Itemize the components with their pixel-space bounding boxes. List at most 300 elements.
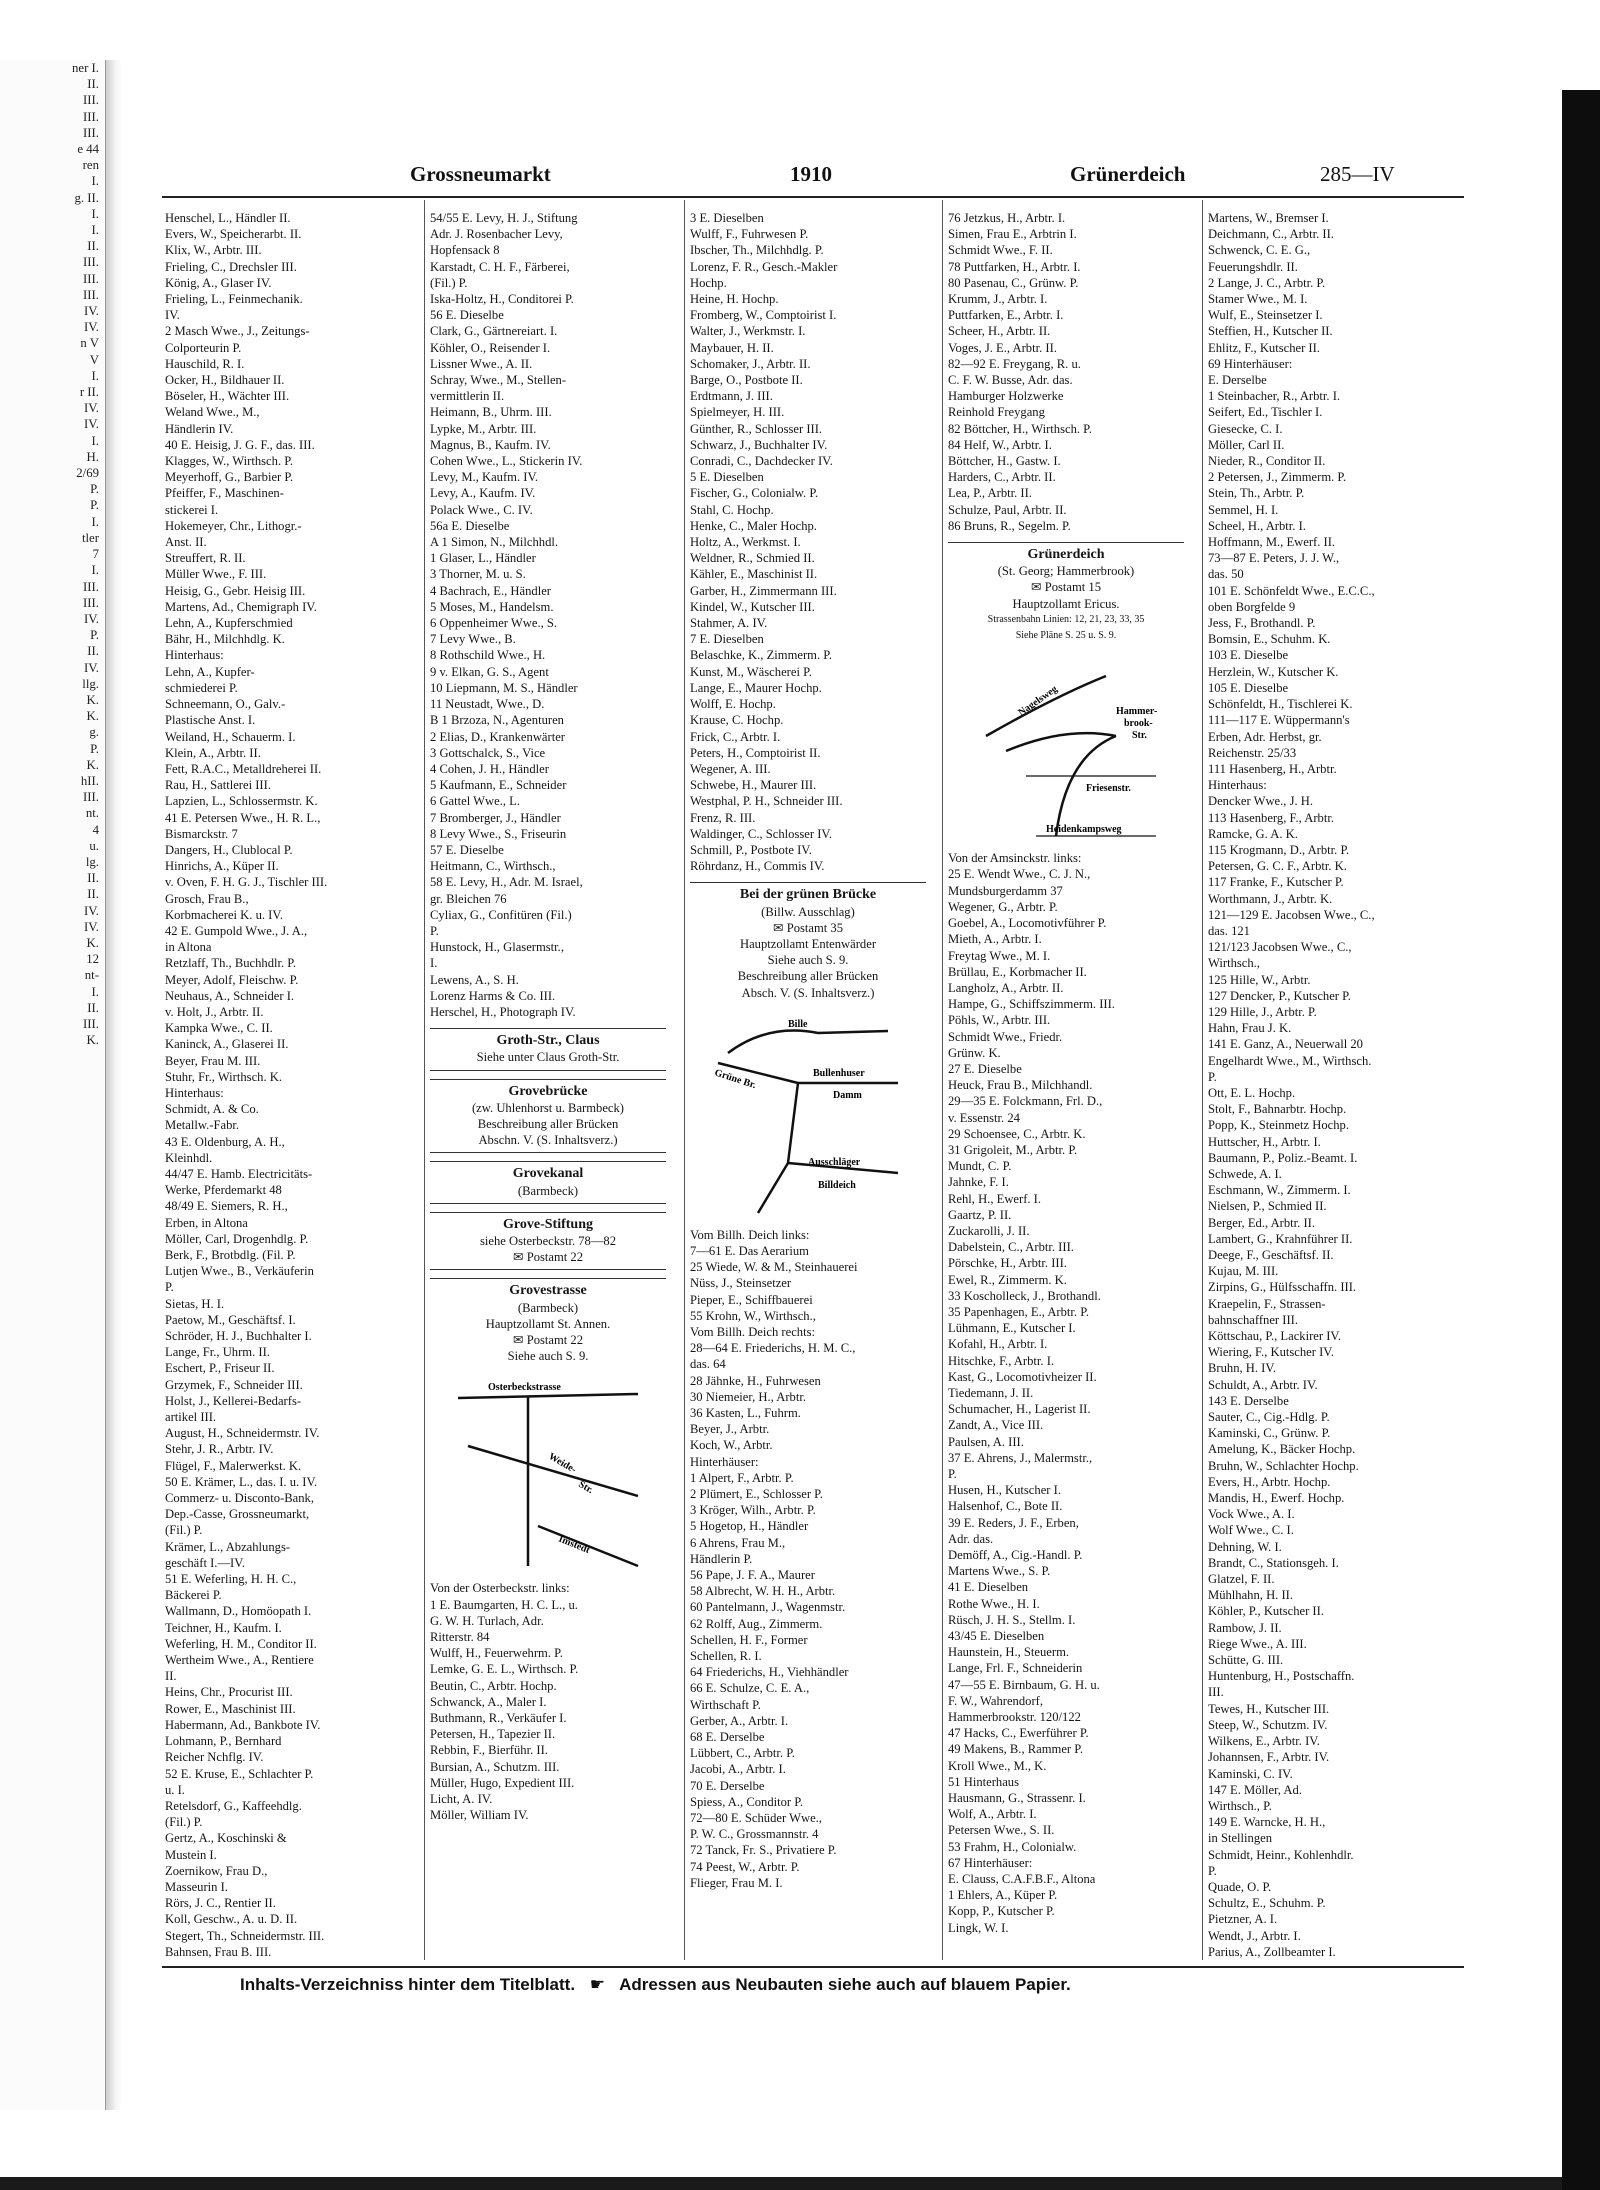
directory-entry: 43 E. Oldenburg, A. H.,	[165, 1134, 401, 1150]
directory-entry: Wulff, F., Fuhrwesen P.	[690, 226, 926, 242]
directory-entry: Zandt, A., Vice III.	[948, 1417, 1184, 1433]
directory-entry: 78 Puttfarken, H., Arbtr. I.	[948, 259, 1184, 275]
directory-entry: gr. Bleichen 76	[430, 891, 666, 907]
street-name: Grove-Stiftung	[430, 1217, 666, 1233]
fragment-line: I.	[0, 206, 105, 222]
directory-entry: Pietzner, A. I.	[1208, 1911, 1444, 1927]
directory-entry: 52 E. Kruse, E., Schlachter P.	[165, 1766, 401, 1782]
directory-entry: Johannsen, F., Arbtr. IV.	[1208, 1749, 1444, 1765]
directory-entry: 111 Hasenberg, H., Arbtr.	[1208, 761, 1444, 777]
directory-entry: Heins, Chr., Procurist III.	[165, 1684, 401, 1700]
directory-entry: Mustein I.	[165, 1847, 401, 1863]
directory-entry: 40 E. Heisig, J. G. F., das. III.	[165, 437, 401, 453]
fragment-line: IV.	[0, 611, 105, 627]
directory-entry: August, H., Schneidermstr. IV.	[165, 1425, 401, 1441]
directory-entry: Holst, J., Kellerei-Bedarfs-	[165, 1393, 401, 1409]
directory-entry: Petersen, G. C. F., Arbtr. K.	[1208, 858, 1444, 874]
directory-entry: 11 Neustadt, Wwe., D.	[430, 696, 666, 712]
directory-entry: Koll, Geschw., A. u. D. II.	[165, 1911, 401, 1927]
header-street-to: Grünerdeich	[1070, 162, 1186, 187]
directory-entry: Anst. II.	[165, 534, 401, 550]
directory-entry: Retzlaff, Th., Buchhdlr. P.	[165, 955, 401, 971]
directory-entry: Schumacher, H., Lagerist II.	[948, 1401, 1184, 1417]
directory-entry: 8 Rothschild Wwe., H.	[430, 647, 666, 663]
fragment-line: P.	[0, 627, 105, 643]
directory-entry: Semmel, H. I.	[1208, 502, 1444, 518]
directory-entry: Korbmacherei K. u. IV.	[165, 907, 401, 923]
street-name: Grünerdeich	[948, 547, 1184, 563]
directory-entry: Kindel, W., Kutscher III.	[690, 599, 926, 615]
directory-entry: Huttscher, H., Arbtr. I.	[1208, 1134, 1444, 1150]
directory-entry: Händlerin IV.	[165, 421, 401, 437]
directory-entry: Ehlitz, F., Kutscher II.	[1208, 340, 1444, 356]
directory-entry: Schulze, Paul, Arbtr. II.	[948, 502, 1184, 518]
directory-entry: F. W., Wahrendorf,	[948, 1693, 1184, 1709]
directory-entry: Hopfensack 8	[430, 242, 666, 258]
fragment-line: K.	[0, 1032, 105, 1048]
directory-entry: geschäft I.—IV.	[165, 1555, 401, 1571]
directory-entry: Köhler, O., Reisender I.	[430, 340, 666, 356]
directory-entry: Rower, E., Maschinist III.	[165, 1701, 401, 1717]
footer-neubauten-note: Adressen aus Neubauten siehe auch auf blauem Papier.	[619, 1975, 1071, 1994]
directory-entry: 103 E. Dieselbe	[1208, 647, 1444, 663]
directory-entry: das. 50	[1208, 566, 1444, 582]
directory-entry: 147 E. Möller, Ad.	[1208, 1782, 1444, 1798]
postamt-note: ✉ Postamt 22	[430, 1249, 666, 1265]
directory-entry: Bruhn, W., Schlachter Hochp.	[1208, 1458, 1444, 1474]
directory-entry: Wiering, F., Kutscher IV.	[1208, 1344, 1444, 1360]
directory-entry: vermittlerin II.	[430, 388, 666, 404]
directory-entry: Zirpins, G., Hülfsschaffn. III.	[1208, 1279, 1444, 1295]
fragment-line: 12	[0, 951, 105, 967]
directory-entry: B 1 Brzoza, N., Agenturen	[430, 712, 666, 728]
directory-entry: Lemke, G. E. L., Wirthsch. P.	[430, 1661, 666, 1677]
directory-entry: 42 E. Gumpold Wwe., J. A.,	[165, 923, 401, 939]
directory-entry: 66 E. Schulze, C. E. A.,	[690, 1680, 926, 1696]
directory-entry: Lewens, A., S. H.	[430, 972, 666, 988]
directory-entry: Hahn, Frau J. K.	[1208, 1020, 1444, 1036]
directory-entry: Kleinhdl.	[165, 1150, 401, 1166]
map-label: Osterbeckstrasse	[488, 1382, 561, 1393]
fragment-line: IV.	[0, 660, 105, 676]
directory-entry: 68 E. Derselbe	[690, 1729, 926, 1745]
street-note: (Billw. Ausschlag)	[690, 904, 926, 920]
fragment-line: IV.	[0, 903, 105, 919]
directory-entry: Kaminski, C. IV.	[1208, 1766, 1444, 1782]
fragment-line: g.	[0, 724, 105, 740]
fragment-line: IV.	[0, 319, 105, 335]
fragment-line: P.	[0, 481, 105, 497]
directory-entry: 105 E. Dieselbe	[1208, 680, 1444, 696]
directory-entry: in Stellingen	[1208, 1830, 1444, 1846]
directory-entry: Kampka Wwe., C. II.	[165, 1020, 401, 1036]
fragment-line: K.	[0, 757, 105, 773]
directory-entry: 48/49 E. Siemers, R. H.,	[165, 1198, 401, 1214]
directory-entry: 4 Bachrach, E., Händler	[430, 583, 666, 599]
directory-entry: 86 Bruns, R., Segelm. P.	[948, 518, 1184, 534]
directory-entry: 101 E. Schönfeldt Wwe., E.C.C.,	[1208, 583, 1444, 599]
directory-entry: Stahl, C. Hochp.	[690, 502, 926, 518]
street-note: Siehe auch S. 9.	[430, 1348, 666, 1364]
fragment-line: II.	[0, 870, 105, 886]
directory-entry: 115 Krogmann, D., Arbtr. P.	[1208, 842, 1444, 858]
street-note: Strassenbahn Linien: 12, 21, 23, 33, 35	[948, 612, 1184, 628]
directory-entry: 5 Hogetop, H., Händler	[690, 1518, 926, 1534]
directory-entry: Neuhaus, A., Schneider I.	[165, 988, 401, 1004]
directory-entry: stickerei I.	[165, 502, 401, 518]
directory-entry: Ewel, R., Zimmerm. K.	[948, 1272, 1184, 1288]
directory-entry: Gertz, A., Koschinski &	[165, 1830, 401, 1846]
directory-entry: Popp, K., Steinmetz Hochp.	[1208, 1117, 1444, 1133]
directory-entry: 149 E. Warncke, H. H.,	[1208, 1814, 1444, 1830]
header-year: 1910	[790, 162, 832, 187]
fragment-line: ren	[0, 157, 105, 173]
map-label: Imstedt	[557, 1534, 592, 1557]
directory-entry: 76 Jetzkus, H., Arbtr. I.	[948, 210, 1184, 226]
street-note: (Barmbeck)	[430, 1300, 666, 1316]
directory-entry: Dabelstein, C., Arbtr. III.	[948, 1239, 1184, 1255]
directory-entry: Pörschke, H., Arbtr. III.	[948, 1255, 1184, 1271]
directory-entry: Walter, J., Werkmstr. I.	[690, 323, 926, 339]
fragment-line: II.	[0, 238, 105, 254]
directory-entry: Harders, C., Arbtr. II.	[948, 469, 1184, 485]
directory-entry: Vock Wwe., A. I.	[1208, 1506, 1444, 1522]
directory-entry: Parius, A., Zollbeamter I.	[1208, 1944, 1444, 1960]
directory-entry: Martens, W., Bremser I.	[1208, 210, 1444, 226]
directory-entry: Rüsch, J. H. S., Stellm. I.	[948, 1612, 1184, 1628]
directory-entry: Hinterhaus:	[165, 1085, 401, 1101]
directory-entry: Magnus, B., Kaufm. IV.	[430, 437, 666, 453]
directory-entry: 28—64 E. Friederichs, H. M. C.,	[690, 1340, 926, 1356]
directory-entry: E. Clauss, C.A.F.B.F., Altona	[948, 1871, 1184, 1887]
fragment-line: I.	[0, 433, 105, 449]
directory-entry: Stegert, Th., Schneidermstr. III.	[165, 1928, 401, 1944]
directory-entry: Polack Wwe., C. IV.	[430, 502, 666, 518]
map-label: Damm	[833, 1090, 863, 1101]
directory-entry: Berger, Ed., Arbtr. II.	[1208, 1215, 1444, 1231]
directory-entry: Worthmann, J., Arbtr. K.	[1208, 891, 1444, 907]
directory-entry: oben Borgfelde 9	[1208, 599, 1444, 615]
directory-entry: Paetow, M., Geschäftsf. I.	[165, 1312, 401, 1328]
directory-entry: Wertheim Wwe., A., Rentiere	[165, 1652, 401, 1668]
directory-entry: Paulsen, A. III.	[948, 1434, 1184, 1450]
directory-entry: 56 Pape, J. F. A., Maurer	[690, 1567, 926, 1583]
directory-entry: Weferling, H. M., Conditor II.	[165, 1636, 401, 1652]
directory-entry: v. Holt, J., Arbtr. II.	[165, 1004, 401, 1020]
directory-entry: Von der Osterbeckstr. links:	[430, 1580, 666, 1596]
directory-entry: 80 Pasenau, C., Grünw. P.	[948, 275, 1184, 291]
directory-entry: Martens, Ad., Chemigraph IV.	[165, 599, 401, 615]
directory-entry: Masseurin I.	[165, 1879, 401, 1895]
fragment-line: IV.	[0, 919, 105, 935]
directory-entry: Halsenhof, C., Bote II.	[948, 1498, 1184, 1514]
directory-entry: Bursian, A., Schutzm. III.	[430, 1759, 666, 1775]
map-label: Nagelsweg	[1016, 684, 1059, 719]
directory-entry: Lange, E., Maurer Hochp.	[690, 680, 926, 696]
directory-entry: Lambert, G., Krahnführer II.	[1208, 1231, 1444, 1247]
directory-entry: 6 Gattel Wwe., L.	[430, 793, 666, 809]
directory-entry: Commerz- u. Disconto-Bank,	[165, 1490, 401, 1506]
directory-entry: Schwebe, H., Maurer III.	[690, 777, 926, 793]
directory-entry: 29 Schoensee, C., Arbtr. K.	[948, 1126, 1184, 1142]
directory-entry: 43/45 E. Dieselben	[948, 1628, 1184, 1644]
directory-entry: 36 Kasten, L., Fuhrm.	[690, 1405, 926, 1421]
directory-entry: Krause, C. Hochp.	[690, 712, 926, 728]
directory-entry: Feuerungshdlr. II.	[1208, 259, 1444, 275]
directory-entry: Bruhn, H. IV.	[1208, 1360, 1444, 1376]
directory-entry: Pöhls, W., Arbtr. III.	[948, 1012, 1184, 1028]
directory-entry: Bähr, H., Milchhdlg. K.	[165, 631, 401, 647]
directory-entry: Wolf, A., Arbtr. I.	[948, 1806, 1184, 1822]
directory-entry: 8 Levy Wwe., S., Friseurin	[430, 826, 666, 842]
directory-entry: Mieth, A., Arbtr. I.	[948, 931, 1184, 947]
directory-entry: Hausmann, G., Strassenr. I.	[948, 1790, 1184, 1806]
directory-entry: 74 Peest, W., Arbtr. P.	[690, 1859, 926, 1875]
directory-entry: Rehl, H., Ewerf. I.	[948, 1191, 1184, 1207]
fragment-line: III.	[0, 109, 105, 125]
fragment-line: II.	[0, 886, 105, 902]
directory-entry: 47—55 E. Birnbaum, G. H. u.	[948, 1677, 1184, 1693]
street-note: (St. Georg; Hammerbrook)	[948, 563, 1184, 579]
directory-entry: Wallmann, D., Homöopath I.	[165, 1603, 401, 1619]
directory-entry: Simen, Frau E., Arbtrin I.	[948, 226, 1184, 242]
directory-entry: Garber, H., Zimmermann III.	[690, 583, 926, 599]
directory-entry: Bahnsen, Frau B. III.	[165, 1944, 401, 1960]
directory-entry: Meyer, Adolf, Fleischw. P.	[165, 972, 401, 988]
directory-entry: Adr. das.	[948, 1531, 1184, 1547]
directory-entry: 30 Niemeier, H., Arbtr.	[690, 1389, 926, 1405]
directory-entry: Dangers, H., Clublocal P.	[165, 842, 401, 858]
directory-entry: 37 E. Ahrens, J., Malermstr.,	[948, 1450, 1184, 1466]
directory-entry: 127 Dencker, P., Kutscher P.	[1208, 988, 1444, 1004]
directory-entry: Röhrdanz, H., Commis IV.	[690, 858, 926, 874]
fragment-line: e 44	[0, 141, 105, 157]
directory-entry: Haunstein, H., Steuerm.	[948, 1644, 1184, 1660]
directory-entry: 41 E. Petersen Wwe., H. R. L.,	[165, 810, 401, 826]
directory-entry: (Fil.) P.	[430, 275, 666, 291]
street-heading-grovebruecke	[430, 1079, 666, 1154]
directory-entry: Herschel, H., Photograph IV.	[430, 1004, 666, 1020]
fragment-line: II.	[0, 76, 105, 92]
directory-entry: Lübbert, C., Arbtr. P.	[690, 1745, 926, 1761]
directory-entry: Rörs, J. C., Rentier II.	[165, 1895, 401, 1911]
directory-column-4	[948, 210, 1184, 1960]
directory-entry: Levy, A., Kaufm. IV.	[430, 485, 666, 501]
directory-entry: 31 Grigoleit, M., Arbtr. P.	[948, 1142, 1184, 1158]
directory-entry: 5 Kaufmann, E., Schneider	[430, 777, 666, 793]
directory-entry: Lühmann, E., Kutscher I.	[948, 1320, 1184, 1336]
envelope-icon: ✉	[773, 921, 787, 935]
directory-entry: Lapzien, L., Schlossermstr. K.	[165, 793, 401, 809]
directory-entry: Fischer, G., Colonialw. P.	[690, 485, 926, 501]
directory-entry: Cohen Wwe., L., Stickerin IV.	[430, 453, 666, 469]
directory-entry: Holtz, A., Werkmst. I.	[690, 534, 926, 550]
directory-entry: Böseler, H., Wächter III.	[165, 388, 401, 404]
map-label: brook-	[1124, 718, 1153, 729]
directory-entry: 3 E. Dieselben	[690, 210, 926, 226]
postamt-note: ✉ Postamt 15	[948, 579, 1184, 595]
fragment-line: g. II.	[0, 190, 105, 206]
fragment-line: n V	[0, 335, 105, 351]
directory-entry: Kraepelin, F., Strassen-	[1208, 1296, 1444, 1312]
directory-entry: Jahnke, F. I.	[948, 1174, 1184, 1190]
directory-entry: Plastische Anst. I.	[165, 712, 401, 728]
directory-entry: Goebel, A., Locomotivführer P.	[948, 915, 1184, 931]
directory-entry: Hammerbrookstr. 120/122	[948, 1709, 1184, 1725]
directory-entry: Rothe Wwe., H. I.	[948, 1596, 1184, 1612]
column-3-entries	[690, 210, 926, 874]
street-note: Hauptzollamt St. Annen.	[430, 1316, 666, 1332]
directory-entry: Hampe, G., Schiffszimmerm. III.	[948, 996, 1184, 1012]
directory-entry: Zuckarolli, J. II.	[948, 1223, 1184, 1239]
directory-entry: Heimann, B., Uhrm. III.	[430, 404, 666, 420]
directory-entry: Frick, C., Arbtr. I.	[690, 729, 926, 745]
directory-entry: 51 Hinterhaus	[948, 1774, 1184, 1790]
column-2-entries	[430, 210, 666, 1020]
directory-entry: Demöff, A., Cig.-Handl. P.	[948, 1547, 1184, 1563]
directory-entry: artikel III.	[165, 1409, 401, 1425]
directory-entry: P.	[1208, 1863, 1444, 1879]
fragment-line: III.	[0, 1016, 105, 1032]
directory-entry: 5 Moses, M., Handelsm.	[430, 599, 666, 615]
header-street-from: Grossneumarkt	[410, 162, 551, 187]
fragment-line: III.	[0, 287, 105, 303]
directory-entry: P. W. C., Grossmannstr. 4	[690, 1826, 926, 1842]
directory-entry: Brandt, C., Stationsgeh. I.	[1208, 1555, 1444, 1571]
directory-entry: v. Oven, F. H. G. J., Tischler III.	[165, 874, 401, 890]
directory-entry: 64 Friederichs, H., Viehhändler	[690, 1664, 926, 1680]
directory-entry: Adr. J. Rosenbacher Levy,	[430, 226, 666, 242]
fragment-line: tler	[0, 530, 105, 546]
map-street-line	[458, 1394, 638, 1398]
directory-entry: Levy, M., Kaufm. IV.	[430, 469, 666, 485]
directory-entry: 28 Jähnke, H., Fuhrwesen	[690, 1373, 926, 1389]
directory-column-3	[690, 210, 926, 1960]
directory-entry: 29—35 E. Folckmann, Frl. D.,	[948, 1093, 1184, 1109]
directory-entry: 10 Liepmann, M. S., Händler	[430, 680, 666, 696]
header-page-number: 285—IV	[1320, 162, 1395, 187]
directory-column-5	[1208, 210, 1444, 1960]
directory-entry: Heitmann, C., Wirthsch.,	[430, 858, 666, 874]
directory-entry: Kujau, M. III.	[1208, 1263, 1444, 1279]
directory-entry: Beyer, Frau M. III.	[165, 1053, 401, 1069]
facing-page-fragment	[0, 60, 106, 2110]
directory-entry: 47 Hacks, C., Ewerführer P.	[948, 1725, 1184, 1741]
directory-entry: Weiland, H., Schauerm. I.	[165, 729, 401, 745]
directory-entry: Deichmann, C., Arbtr. II.	[1208, 226, 1444, 242]
map-street-line	[718, 1063, 798, 1213]
directory-entry: II.	[165, 1668, 401, 1684]
gruenerdeich-street-map	[966, 656, 1166, 846]
directory-entry: 121—129 E. Jacobsen Wwe., C.,	[1208, 907, 1444, 923]
map-street-line	[1006, 733, 1116, 751]
directory-entry: Hinrichs, A., Küper II.	[165, 858, 401, 874]
directory-entry: Ott, E. L. Hochp.	[1208, 1085, 1444, 1101]
directory-entry: Wirthschaft P.	[690, 1697, 926, 1713]
directory-entry: 69 Hinterhäuser:	[1208, 356, 1444, 372]
directory-entry: Rebbin, F., Bierführ. II.	[430, 1742, 666, 1758]
directory-entry: Amelung, K., Bäcker Hochp.	[1208, 1441, 1444, 1457]
directory-entry: Hinterhaus:	[165, 647, 401, 663]
directory-entry: 7 Bromberger, J., Händler	[430, 810, 666, 826]
fragment-line: 2/69	[0, 465, 105, 481]
directory-entry: Fett, R.A.C., Metalldreherei II.	[165, 761, 401, 777]
directory-entry: Wegener, G., Arbtr. P.	[948, 899, 1184, 915]
street-note: (Barmbeck)	[430, 1183, 666, 1199]
directory-entry: Lissner Wwe., A. II.	[430, 356, 666, 372]
directory-entry: Schmill, P., Postbote IV.	[690, 842, 926, 858]
fragment-line: I.	[0, 984, 105, 1000]
footer-index-note: Inhalts-Verzeichniss hinter dem Titelblatt.	[240, 1975, 575, 1994]
map-label: Str.	[577, 1479, 596, 1496]
directory-entry: Riege Wwe., A. III.	[1208, 1636, 1444, 1652]
directory-entry: Lange, Fr., Uhrm. II.	[165, 1344, 401, 1360]
fragment-line: III.	[0, 789, 105, 805]
directory-entry: 55 Krohn, W., Wirthsch.,	[690, 1308, 926, 1324]
directory-entry: Hoffmann, M., Ewerf. II.	[1208, 534, 1444, 550]
directory-entry: (Fil.) P.	[165, 1814, 401, 1830]
directory-entry: 7 Levy Wwe., B.	[430, 631, 666, 647]
directory-entry: Nielsen, P., Schmied II.	[1208, 1198, 1444, 1214]
directory-entry: Klagges, W., Wirthsch. P.	[165, 453, 401, 469]
directory-entry: Stamer Wwe., M. I.	[1208, 291, 1444, 307]
map-label: Bille	[788, 1019, 808, 1030]
fragment-line: nt-	[0, 967, 105, 983]
directory-entry: Erben, Adr. Herbst, gr.	[1208, 729, 1444, 745]
directory-entry: Ritterstr. 84	[430, 1629, 666, 1645]
directory-entry: Ramcke, G. A. K.	[1208, 826, 1444, 842]
directory-entry: 72—80 E. Schüder Wwe.,	[690, 1810, 926, 1826]
directory-entry: P.	[948, 1466, 1184, 1482]
directory-entry: Stehr, J. R., Arbtr. IV.	[165, 1441, 401, 1457]
directory-entry: Flieger, Frau M. I.	[690, 1875, 926, 1891]
street-note: (zw. Uhlenhorst u. Barmbeck)	[430, 1100, 666, 1116]
directory-entry: Petersen Wwe., S. II.	[948, 1822, 1184, 1838]
directory-entry: Petersen, H., Tapezier II.	[430, 1726, 666, 1742]
directory-entry: Erben, in Altona	[165, 1215, 401, 1231]
directory-entry: 2 Masch Wwe., J., Zeitungs-	[165, 323, 401, 339]
street-note: Beschreibung aller Brücken	[690, 968, 926, 984]
map-label: Billdeich	[818, 1180, 856, 1191]
directory-entry: Westphal, P. H., Schneider III.	[690, 793, 926, 809]
fragment-line: 7	[0, 546, 105, 562]
footer-rule	[162, 1966, 1464, 1968]
directory-entry: Eschert, P., Friseur II.	[165, 1360, 401, 1376]
fragment-line: H.	[0, 449, 105, 465]
directory-entry: 73—87 E. Peters, J. J. W.,	[1208, 550, 1444, 566]
directory-entry: 1 E. Baumgarten, H. C. L., u.	[430, 1597, 666, 1613]
directory-entry: 7 E. Dieselben	[690, 631, 926, 647]
directory-entry: Habermann, Ad., Bankbote IV.	[165, 1717, 401, 1733]
directory-entry: 44/47 E. Hamb. Electricitäts-	[165, 1166, 401, 1182]
directory-entry: Vom Billh. Deich links:	[690, 1227, 926, 1243]
directory-entry: Karstadt, C. H. F., Färberei,	[430, 259, 666, 275]
directory-entry: Engelhardt Wwe., M., Wirthsch.	[1208, 1053, 1444, 1069]
directory-entry: Sauter, C., Cig.-Hdlg. P.	[1208, 1409, 1444, 1425]
street-heading-grovestrasse	[430, 1278, 666, 1368]
directory-entry: Krumm, J., Arbtr. I.	[948, 291, 1184, 307]
directory-entry: Maybauer, H. II.	[690, 340, 926, 356]
directory-entry: Heuck, Frau B., Milchhandl.	[948, 1077, 1184, 1093]
street-note: Abschn. V. (S. Inhaltsverz.)	[430, 1132, 666, 1148]
directory-entry: Reichenstr. 25/33	[1208, 745, 1444, 761]
fragment-line: K.	[0, 935, 105, 951]
directory-entry: Ocker, H., Bildhauer II.	[165, 372, 401, 388]
page-header	[160, 160, 1460, 194]
directory-entry: Von der Amsinckstr. links:	[948, 850, 1184, 866]
directory-entry: Hinterhaus:	[1208, 777, 1444, 793]
fragment-line: P.	[0, 741, 105, 757]
